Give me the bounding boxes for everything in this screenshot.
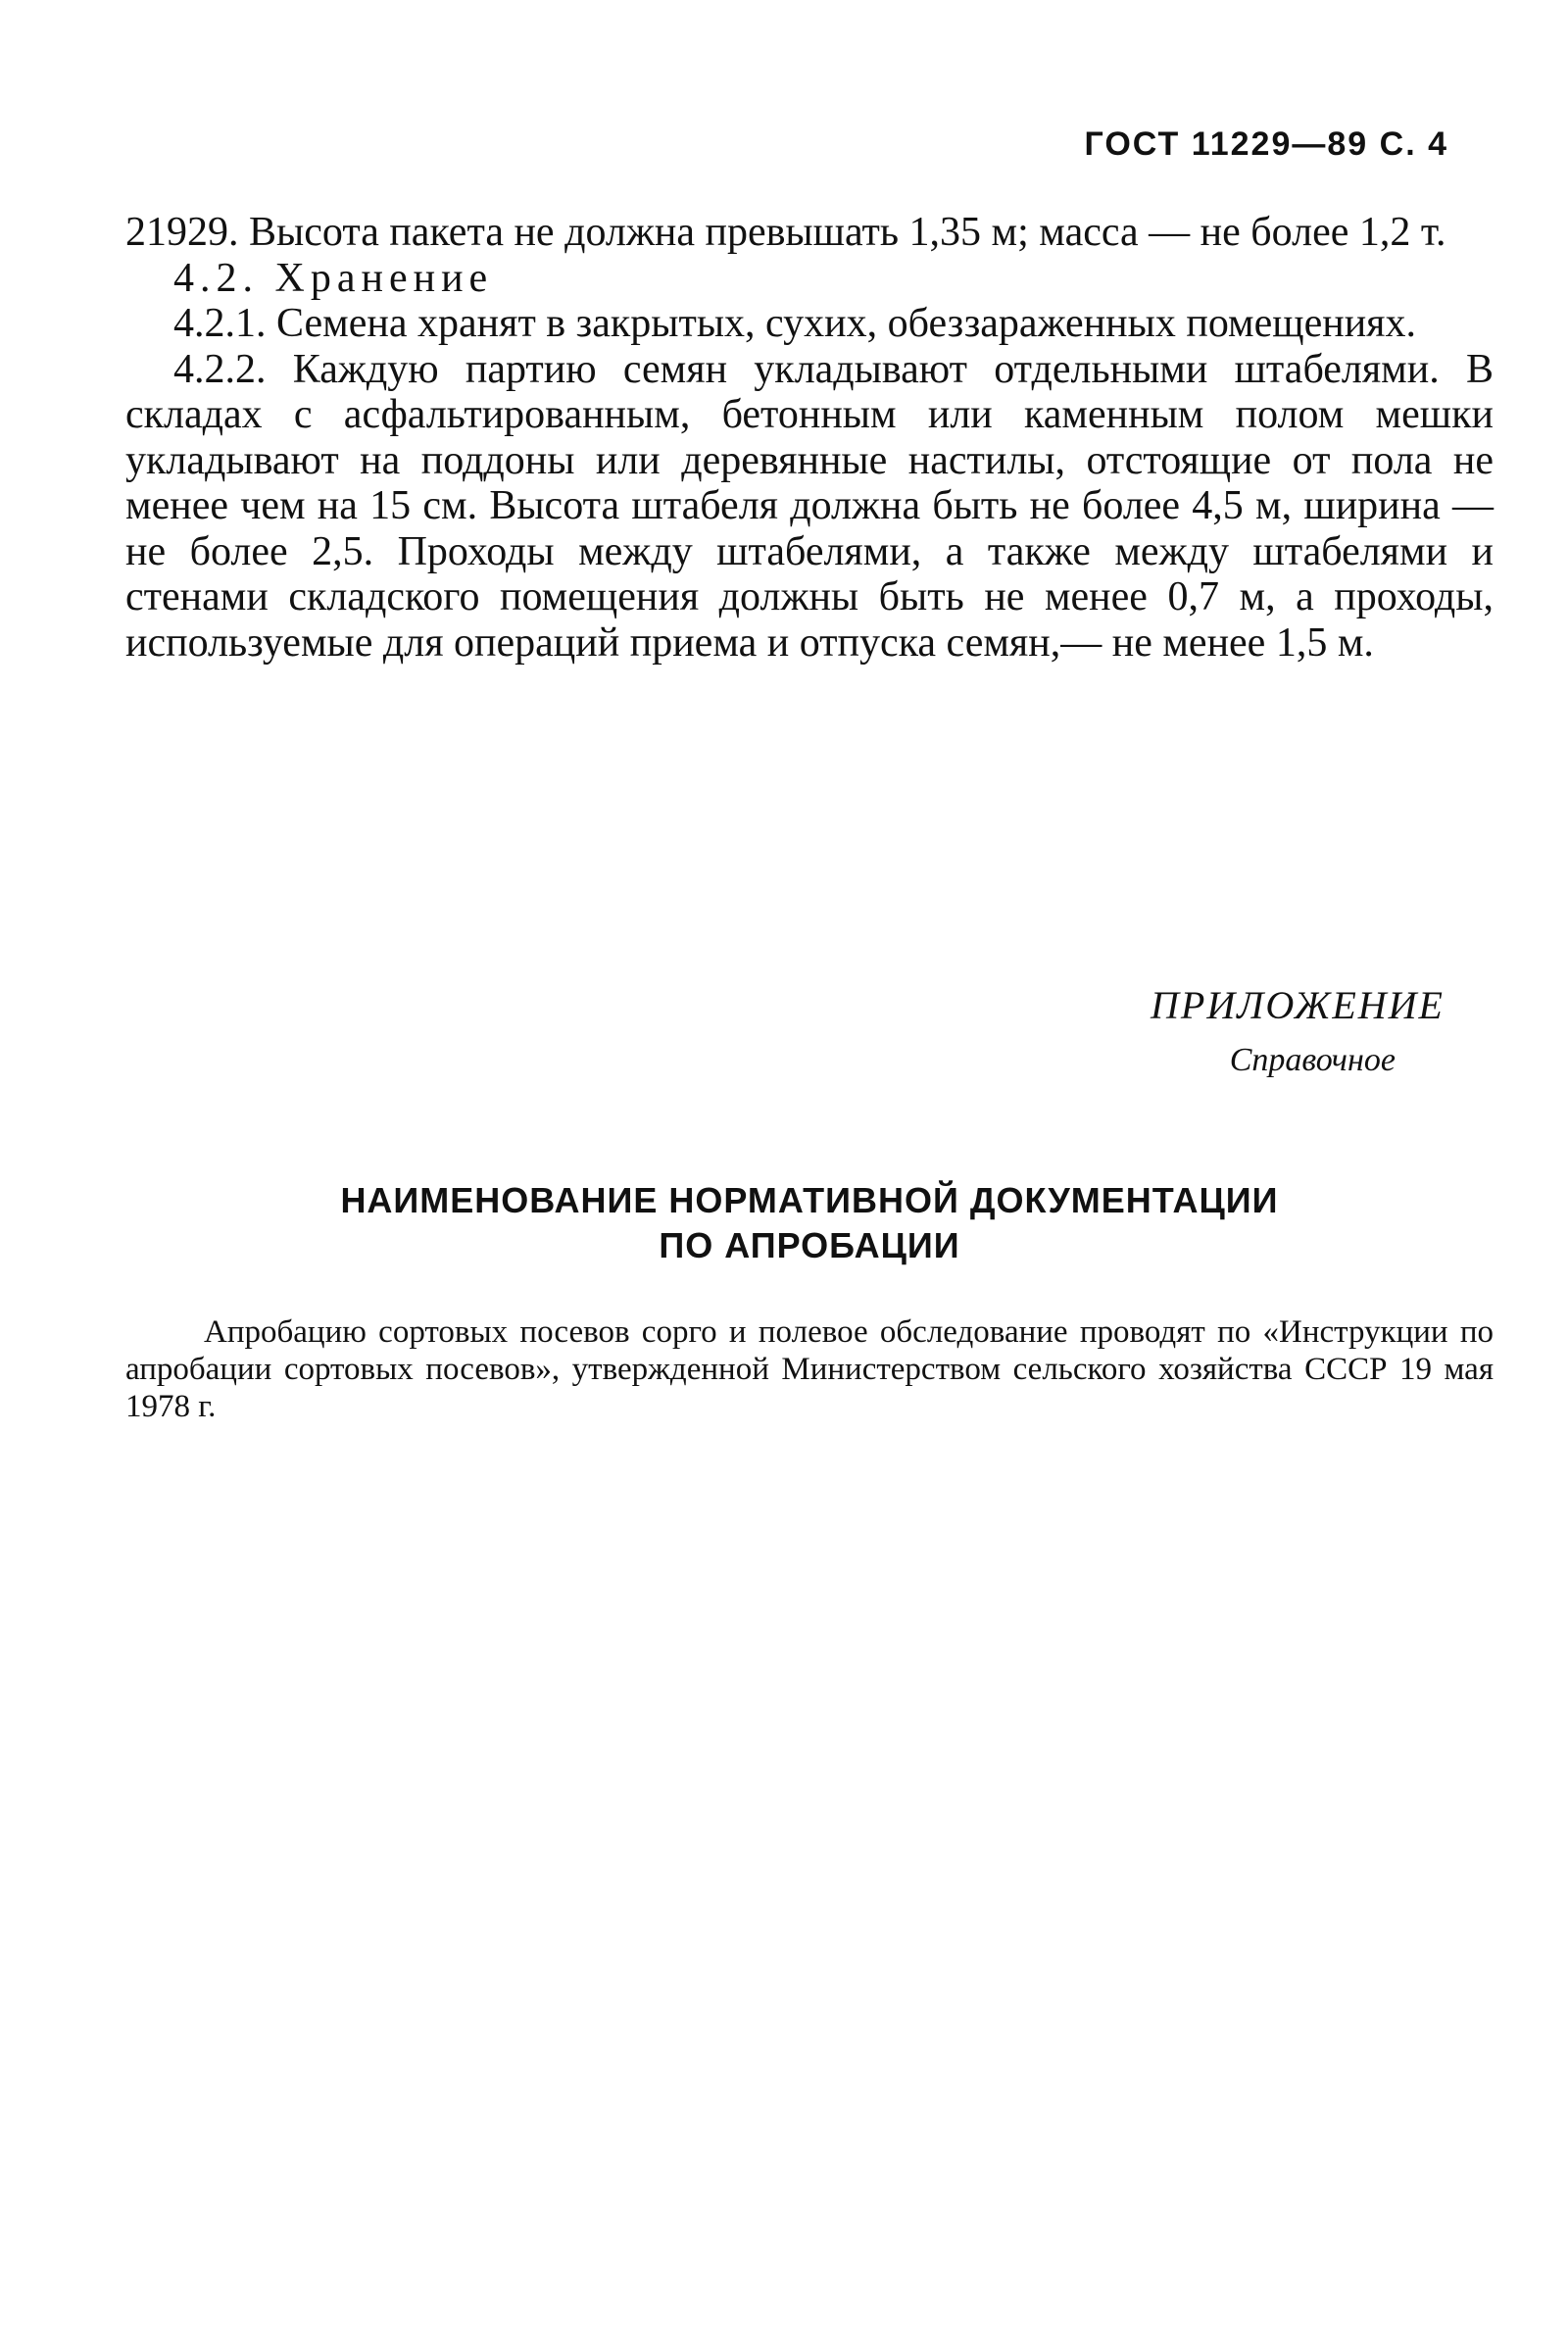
appendix-sublabel: Справочное xyxy=(1229,1042,1396,1078)
appendix-label: ПРИЛОЖЕНИЕ xyxy=(1151,983,1445,1027)
appendix-title-line-2: ПО АПРОБАЦИИ xyxy=(659,1225,960,1265)
paragraph-4-2-2: 4.2.2. Каждую партию семян укладывают отдельными штабелями. В складах с асфальтированным, бетонным или каменным полом мешки укладывают на поддоны или деревянные настилы, отстоящие от пола не менее чем на 15 см. Высота штабеля должна быть не более 4,5 м, ширина — не более 2,5. Проходы между штабелями, а также между штабелями и стенами складского помещения должны быть не менее 0,7 м, а проходы, используемые для операций приема и отпуска семян,— не менее 1,5 м. xyxy=(125,346,1494,666)
section-4-body xyxy=(125,210,1494,666)
paragraph-4-2-1: 4.2.1. Семена хранят в закрытых, сухих, обеззараженных помещениях. xyxy=(173,301,1416,346)
page-header-standard-code: ГОСТ 11229—89 С. 4 xyxy=(1084,125,1448,163)
appendix-paragraph: Апробацию сортовых посевов сорго и полевое обследование проводят по «Инструкции по апробации сортовых посевов», утвержденной Министерством сельского хозяйства СССР 19 мая 1978 г. xyxy=(125,1314,1494,1424)
paragraph-continuation: 21929. Высота пакета не должна превышать 1,35 м; масса — не более 1,2 т. xyxy=(125,210,1446,255)
appendix-title-line-1: НАИМЕНОВАНИЕ НОРМАТИВНОЙ ДОКУМЕНТАЦИИ xyxy=(340,1180,1279,1220)
appendix-title xyxy=(125,1178,1494,1268)
storage-heading: 4.2. Хранение xyxy=(173,255,494,301)
appendix-body xyxy=(125,1313,1494,1425)
